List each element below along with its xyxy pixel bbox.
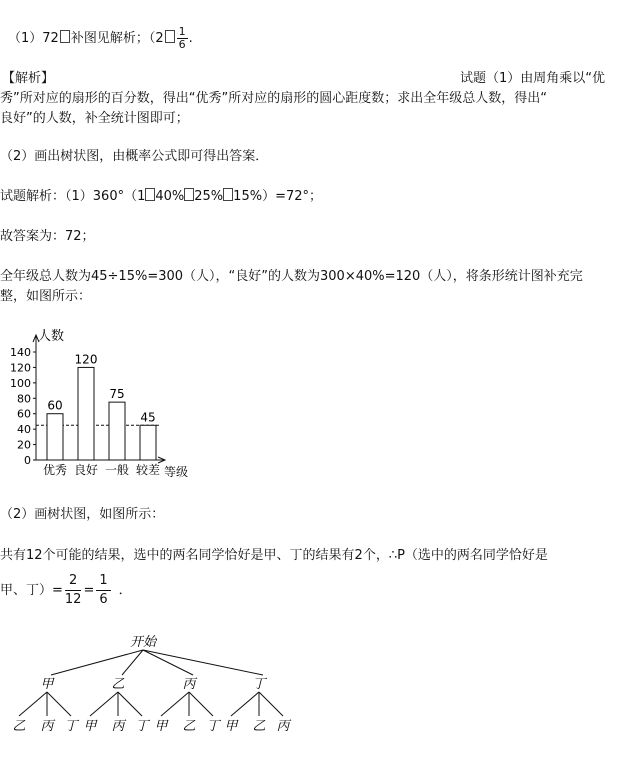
x-category-label: 优秀: [42, 463, 68, 477]
answer-end: .: [188, 31, 193, 46]
tree-branch: [161, 692, 189, 716]
bar-chart: [2, 322, 222, 482]
analysis-line4: （2）画出树状图，由概率公式即可得出答案．: [0, 149, 269, 164]
y-tick-label: 140: [10, 346, 31, 359]
x-category-label: 一般: [104, 463, 130, 477]
bar-4: [140, 425, 156, 460]
bar-value-label: 75: [109, 387, 125, 402]
tree-level2-node: 乙: [182, 719, 196, 734]
solution-line4: 整，如图所示：: [0, 289, 92, 304]
y-tick-label: 120: [10, 361, 31, 375]
solution-line1: 试题解析：（1）360°（1 40% 25% 15%）=72°；: [0, 189, 323, 204]
x-category-label: 较差: [135, 463, 161, 477]
tree-level1-node: 甲: [40, 677, 54, 692]
tree-level2-node: 乙: [252, 719, 266, 734]
bar-3: [109, 402, 125, 460]
tree-level2-node: 乙: [12, 719, 26, 734]
analysis-line1: 试题（1）由周角乘以“优: [460, 71, 606, 86]
bar-value-label: 120: [74, 352, 98, 367]
tree-level2-node: 丁: [64, 719, 78, 734]
tree-diagram: [0, 630, 300, 740]
missing-glyph-box: [165, 30, 175, 43]
y-tick-label: 80: [17, 392, 31, 406]
y-axis-label: 人数: [38, 329, 65, 344]
tree-level2-node: 甲: [83, 719, 97, 734]
solution-line2: 故答案为：72；: [0, 229, 95, 244]
tree-branch: [90, 692, 118, 716]
bar-1: [47, 414, 63, 460]
tree-branch: [143, 650, 193, 675]
answer-line: [8, 26, 193, 51]
solution-line7: 甲、丁）= $\frac{2}{12}$ = $\frac{1}{6}$ ．: [0, 573, 132, 607]
tree-level2-node: 甲: [154, 719, 168, 734]
tree-level2-node: 甲: [224, 719, 238, 734]
tree-branch: [47, 692, 71, 716]
analysis-tag: 【解析】: [2, 71, 55, 86]
y-tick-label: 60: [17, 407, 31, 421]
solution-line3: 全年级总人数为45÷15%=300（人），“良好”的人数为300×40%=120（人），将条形统计图补充完: [0, 269, 583, 284]
missing-glyph-box: [184, 188, 194, 201]
answer-part1: （1）72: [8, 31, 59, 46]
missing-glyph-box: [145, 188, 155, 201]
tree-level2-node: 丁: [206, 719, 220, 734]
answer-part1-rest: 补图见解析；（2: [70, 31, 164, 46]
analysis-line2: 秀”所对应的扇形的百分数，得出“优秀”所对应的扇形的圆心距度数；求出全年级总人数，得出“: [0, 91, 547, 106]
tree-branch: [51, 650, 143, 675]
y-tick-label: 0: [24, 454, 31, 467]
analysis-line3: 良好”的人数，补全统计图即可；: [0, 111, 189, 126]
tree-level2-node: 丁: [135, 719, 149, 734]
y-tick-label: 40: [17, 423, 31, 437]
solution-line6: 共有12个可能的结果，选中的两名同学恰好是甲、丁的结果有2个，∴P（选中的两名同学恰好是: [0, 548, 548, 563]
bar-value-label: 45: [140, 410, 156, 425]
fraction-2-12: $\frac{2}{12}$: [64, 573, 82, 607]
solution-line5: （2）画树状图，如图所示：: [0, 507, 165, 522]
tree-branch: [143, 650, 263, 675]
y-tick-label: 20: [17, 438, 31, 452]
x-category-label: 良好: [73, 463, 99, 477]
bar-2: [78, 367, 94, 460]
missing-glyph-box: [60, 30, 70, 43]
tree-level1-node: 乙: [111, 677, 125, 692]
tree-level2-node: 丙: [276, 719, 290, 734]
tree-root: 开始: [129, 635, 157, 650]
tree-level2-node: 丙: [111, 719, 125, 734]
y-tick-label: 100: [10, 376, 31, 390]
tree-level1-node: 丁: [252, 677, 266, 692]
tree-branch: [19, 692, 47, 716]
tree-level2-node: 丙: [40, 719, 54, 734]
x-axis-label: 等级: [164, 465, 189, 479]
tree-level1-node: 丙: [182, 677, 196, 692]
missing-glyph-box: [223, 188, 233, 201]
tree-branch: [189, 692, 213, 716]
answer-fraction: $\frac{1}{6}$: [178, 25, 186, 51]
tree-branch: [122, 650, 143, 675]
fraction-1-6: $\frac{1}{6}$: [96, 572, 110, 609]
tree-branch: [259, 692, 283, 716]
tree-branch: [231, 692, 259, 716]
tree-branch: [118, 692, 142, 716]
bar-value-label: 60: [47, 398, 63, 413]
